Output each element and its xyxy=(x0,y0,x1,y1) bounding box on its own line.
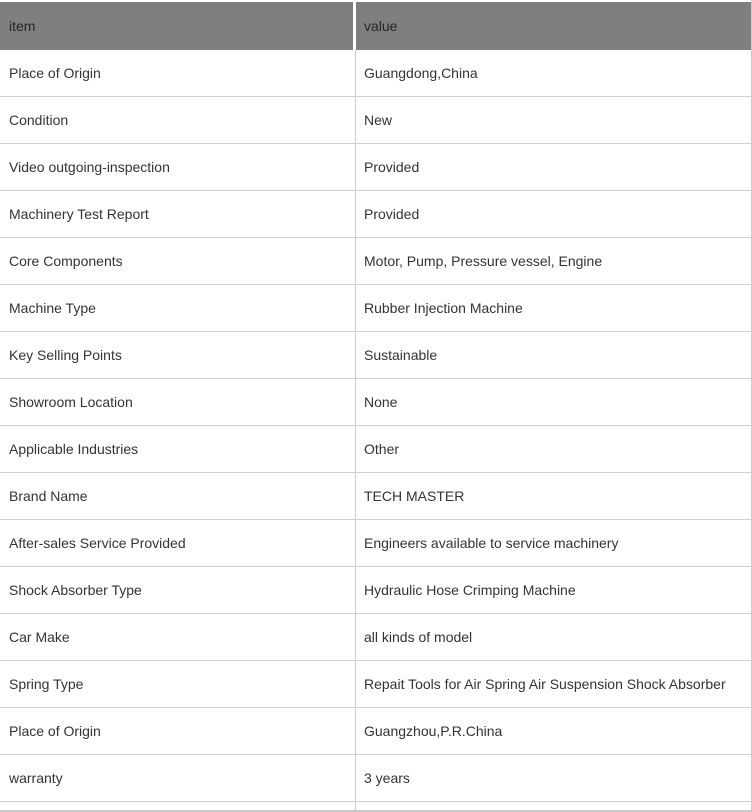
column-header-value: value xyxy=(356,2,751,50)
table-row xyxy=(0,661,751,708)
spec-item-label: Video outgoing-inspection xyxy=(0,144,356,190)
column-header-item: item xyxy=(0,2,356,50)
spec-value: Sustainable xyxy=(364,347,438,363)
spec-value: None xyxy=(364,394,398,410)
spec-item-label: Car Make xyxy=(0,614,356,660)
spec-item-label: Spring Type xyxy=(0,661,356,707)
spec-item-label: Condition xyxy=(0,97,356,143)
spec-value: Provided xyxy=(364,206,420,222)
table-row xyxy=(0,567,751,614)
spec-value: Motor, Pump, Pressure vessel, Engine xyxy=(364,253,603,269)
spec-item-label: Place of Origin xyxy=(0,708,356,754)
table-row xyxy=(0,238,751,285)
spec-value: New xyxy=(364,112,393,128)
spec-item-label: Machine Type xyxy=(0,285,356,331)
spec-value: Guangdong,China xyxy=(364,65,478,81)
table-row xyxy=(0,97,751,144)
spec-item-label: Applicable Industries xyxy=(0,426,356,472)
spec-value: Provided xyxy=(364,159,420,175)
spec-value: Other xyxy=(364,441,400,457)
spec-item-label: Shock Absorber Type xyxy=(0,567,356,613)
table-row xyxy=(0,379,751,426)
bottom-partial-item-cell xyxy=(0,802,356,810)
spec-value: 3 years xyxy=(364,770,410,786)
table-row xyxy=(0,426,751,473)
spec-item-label: Core Components xyxy=(0,238,356,284)
bottom-partial-value-cell xyxy=(356,802,751,810)
bottom-partial-row xyxy=(0,802,751,812)
table-row xyxy=(0,473,751,520)
spec-item-label: Place of Origin xyxy=(0,50,356,96)
table-row xyxy=(0,614,751,661)
table-row xyxy=(0,285,751,332)
spec-item-label: Key Selling Points xyxy=(0,332,356,378)
spec-value: Hydraulic Hose Crimping Machine xyxy=(364,582,576,598)
table-row xyxy=(0,191,751,238)
table-row xyxy=(0,755,751,802)
spec-value: Repait Tools for Air Spring Air Suspension Shock Absorber xyxy=(364,676,726,692)
spec-item-label: Machinery Test Report xyxy=(0,191,356,237)
spec-item-label: warranty xyxy=(0,755,356,801)
spec-value: all kinds of model xyxy=(364,629,473,645)
spec-value: TECH MASTER xyxy=(364,488,465,504)
spec-item-label: Showroom Location xyxy=(0,379,356,425)
table-row xyxy=(0,332,751,379)
spec-value: Engineers available to service machinery xyxy=(364,535,619,551)
spec-item-label: Brand Name xyxy=(0,473,356,519)
table-row xyxy=(0,144,751,191)
table-header-row xyxy=(0,2,751,50)
table-row xyxy=(0,50,751,97)
spec-value: Rubber Injection Machine xyxy=(364,300,523,316)
spec-item-label: After-sales Service Provided xyxy=(0,520,356,566)
table-row xyxy=(0,708,751,755)
spec-value: Guangzhou,P.R.China xyxy=(364,723,503,739)
table-row xyxy=(0,520,751,567)
